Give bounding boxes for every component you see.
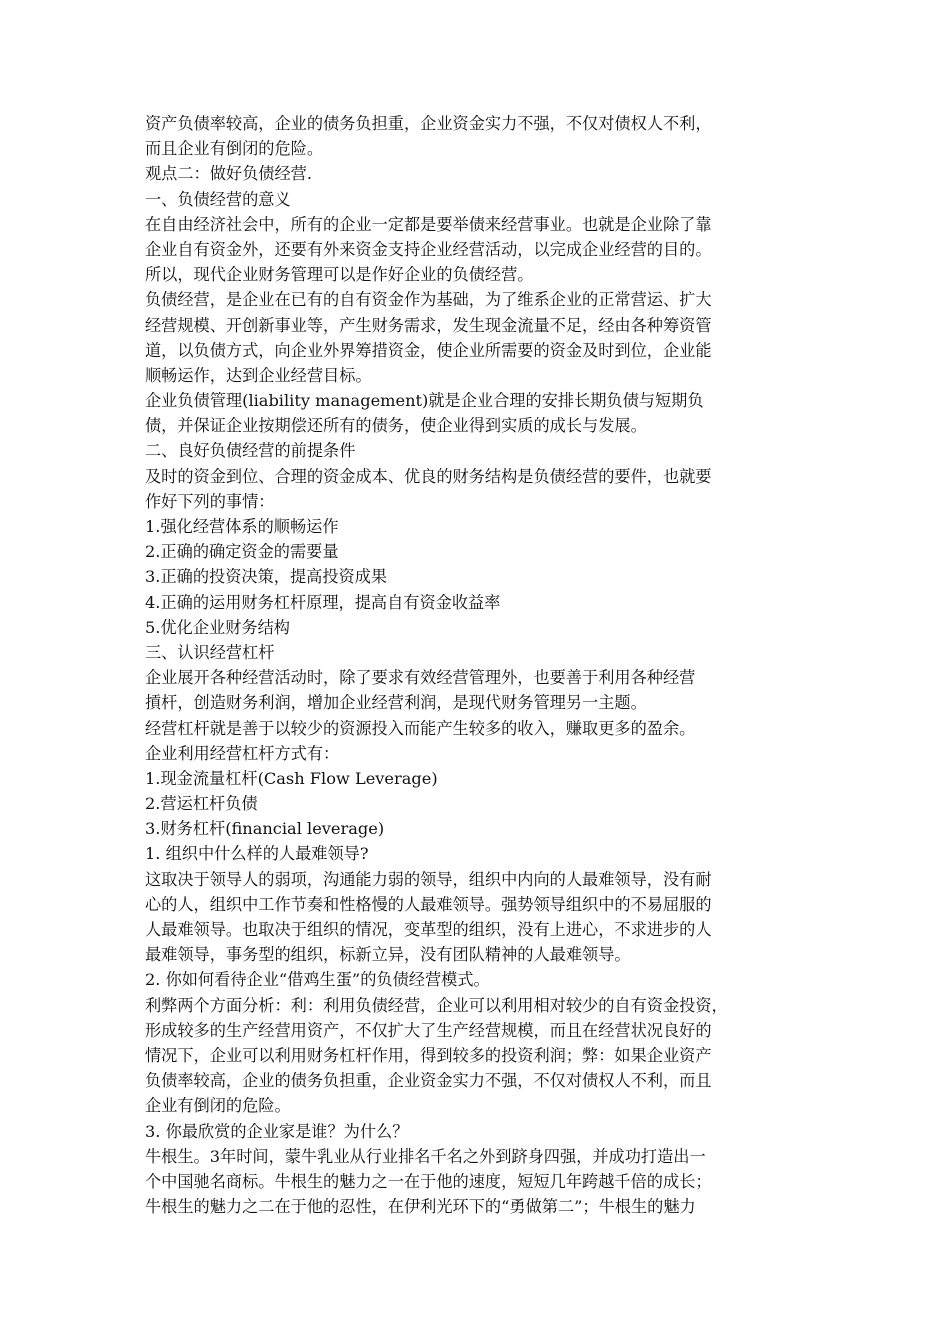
text-line: 二、良好负债经营的前提条件 — [145, 441, 356, 461]
text-line: 利弊两个方面分析：利：利用负债经营，企业可以利用相对较少的自有资金投资， — [145, 995, 728, 1015]
text-line: 一、负债经营的意义 — [145, 189, 291, 209]
text-line: 牛根生的魅力之二在于他的忍性，在伊利光环下的“勇做第二”；牛根生的魅力 — [145, 1197, 696, 1217]
text-line: 负债经营，是企业在已有的自有资金作为基础，为了维系企业的正常营运、扩大 — [145, 290, 712, 310]
text-line: 资产负债率较高，企业的债务负担重，企业资金实力不强，不仅对债权人不利， — [145, 114, 712, 133]
text-line: 3.财务杠杆(financial leverage) — [145, 819, 385, 839]
text-line: 作好下列的事情： — [145, 491, 275, 511]
text-line: 及时的资金到位、合理的资金成本、优良的财务结构是负债经营的要件，也就要 — [145, 466, 712, 486]
text-line: 心的人，组织中工作节奏和性格慢的人最难领导。强势领导组织中的不易屈服的 — [145, 894, 712, 914]
text-line: 经营规模、开创新事业等，产生财务需求，发生现金流量不足，经由各种筹资管 — [145, 315, 712, 335]
text-line: 人最难领导。也取决于组织的情况，变革型的组织，没有上进心，不求进步的人 — [145, 920, 712, 939]
text-line: 观点二：做好负债经营. — [145, 164, 313, 184]
text-line: 1.现金流量杠杆(Cash Flow Leverage) — [145, 768, 438, 788]
text-line: 这取决于领导人的弱项，沟通能力弱的领导，组织中内向的人最难领导，没有耐 — [145, 869, 712, 889]
text-line: 3.正确的投资决策，提高投资成果 — [145, 567, 388, 587]
text-line: 经营杠杆就是善于以较少的资源投入而能产生较多的收入，赚取更多的盈余。 — [145, 718, 696, 738]
text-line: 债，并保证企业按期偿还所有的债务，使企业得到实质的成长与发展。 — [145, 416, 647, 436]
text-line: 2.正确的确定资金的需要量 — [145, 542, 339, 562]
text-line: 4.正确的运用财务杠杆原理，提高自有资金收益率 — [145, 592, 501, 612]
text-line: 最难领导，事务型的组织，标新立异，没有团队精神的人最难领导。 — [145, 945, 631, 965]
text-line: 5.优化企业财务结构 — [145, 617, 290, 637]
text-line: 三、认识经营杠杆 — [145, 642, 275, 662]
text-line: 企业展开各种经营活动时，除了要求有效经营管理外，也要善于利用各种经营 — [145, 668, 696, 688]
text-line: 牛根生。3年时间，蒙牛乳业从行业排名千名之外到跻身四强，并成功打造出一 — [145, 1146, 706, 1166]
text-line: 情况下，企业可以利用财务杠杆作用，得到较多的投资利润；弊：如果企业资产 — [145, 1045, 712, 1065]
text-line: 2.营运杠杆负债 — [145, 794, 258, 814]
text-line: 1.强化经营体系的顺畅运作 — [145, 517, 339, 536]
text-line: 企业有倒闭的危险。 — [145, 1096, 291, 1116]
text-line: 2. 你如何看待企业“借鸡生蛋”的负债经营模式。 — [145, 970, 490, 990]
text-line: 3. 你最欣赏的企业家是谁？为什么？ — [145, 1121, 409, 1141]
text-line: 所以，现代企业财务管理可以是作好企业的负债经营。 — [145, 265, 534, 285]
text-line: 个中国驰名商标。牛根生的魅力之一在于他的速度，短短几年跨越千倍的成长； — [145, 1171, 712, 1191]
document-page — [145, 111, 825, 1219]
text-line: 1. 组织中什么样的人最难领导? — [145, 844, 369, 864]
text-line: 而且企业有倒闭的危险。 — [145, 139, 324, 159]
text-line: 道，以负债方式，向企业外界筹措资金，使企业所需要的资金及时到位，企业能 — [145, 340, 712, 360]
text-line: 负债率较高，企业的债务负担重，企业资金实力不强，不仅对债权人不利，而且 — [145, 1071, 712, 1091]
text-line: 企业自有资金外，还要有外来资金支持企业经营活动，以完成企业经营的目的。 — [145, 239, 712, 259]
text-line: 顺畅运作，达到企业经营目标。 — [145, 365, 372, 385]
text-line: 摃杆，创造财务利润，增加企业经营利润，是现代财务管理另一主题。 — [145, 693, 647, 713]
text-line: 企业利用经营杠杆方式有： — [145, 743, 340, 763]
text-line: 企业负债管理(liability management)就是企业合理的安排长期负债与短期负 — [145, 391, 704, 411]
text-line: 在自由经济社会中，所有的企业一定都是要举债来经营事业。也就是企业除了靠 — [145, 214, 712, 234]
text-line: 形成较多的生产经营用资产，不仅扩大了生产经营规模，而且在经营状况良好的 — [145, 1020, 712, 1040]
